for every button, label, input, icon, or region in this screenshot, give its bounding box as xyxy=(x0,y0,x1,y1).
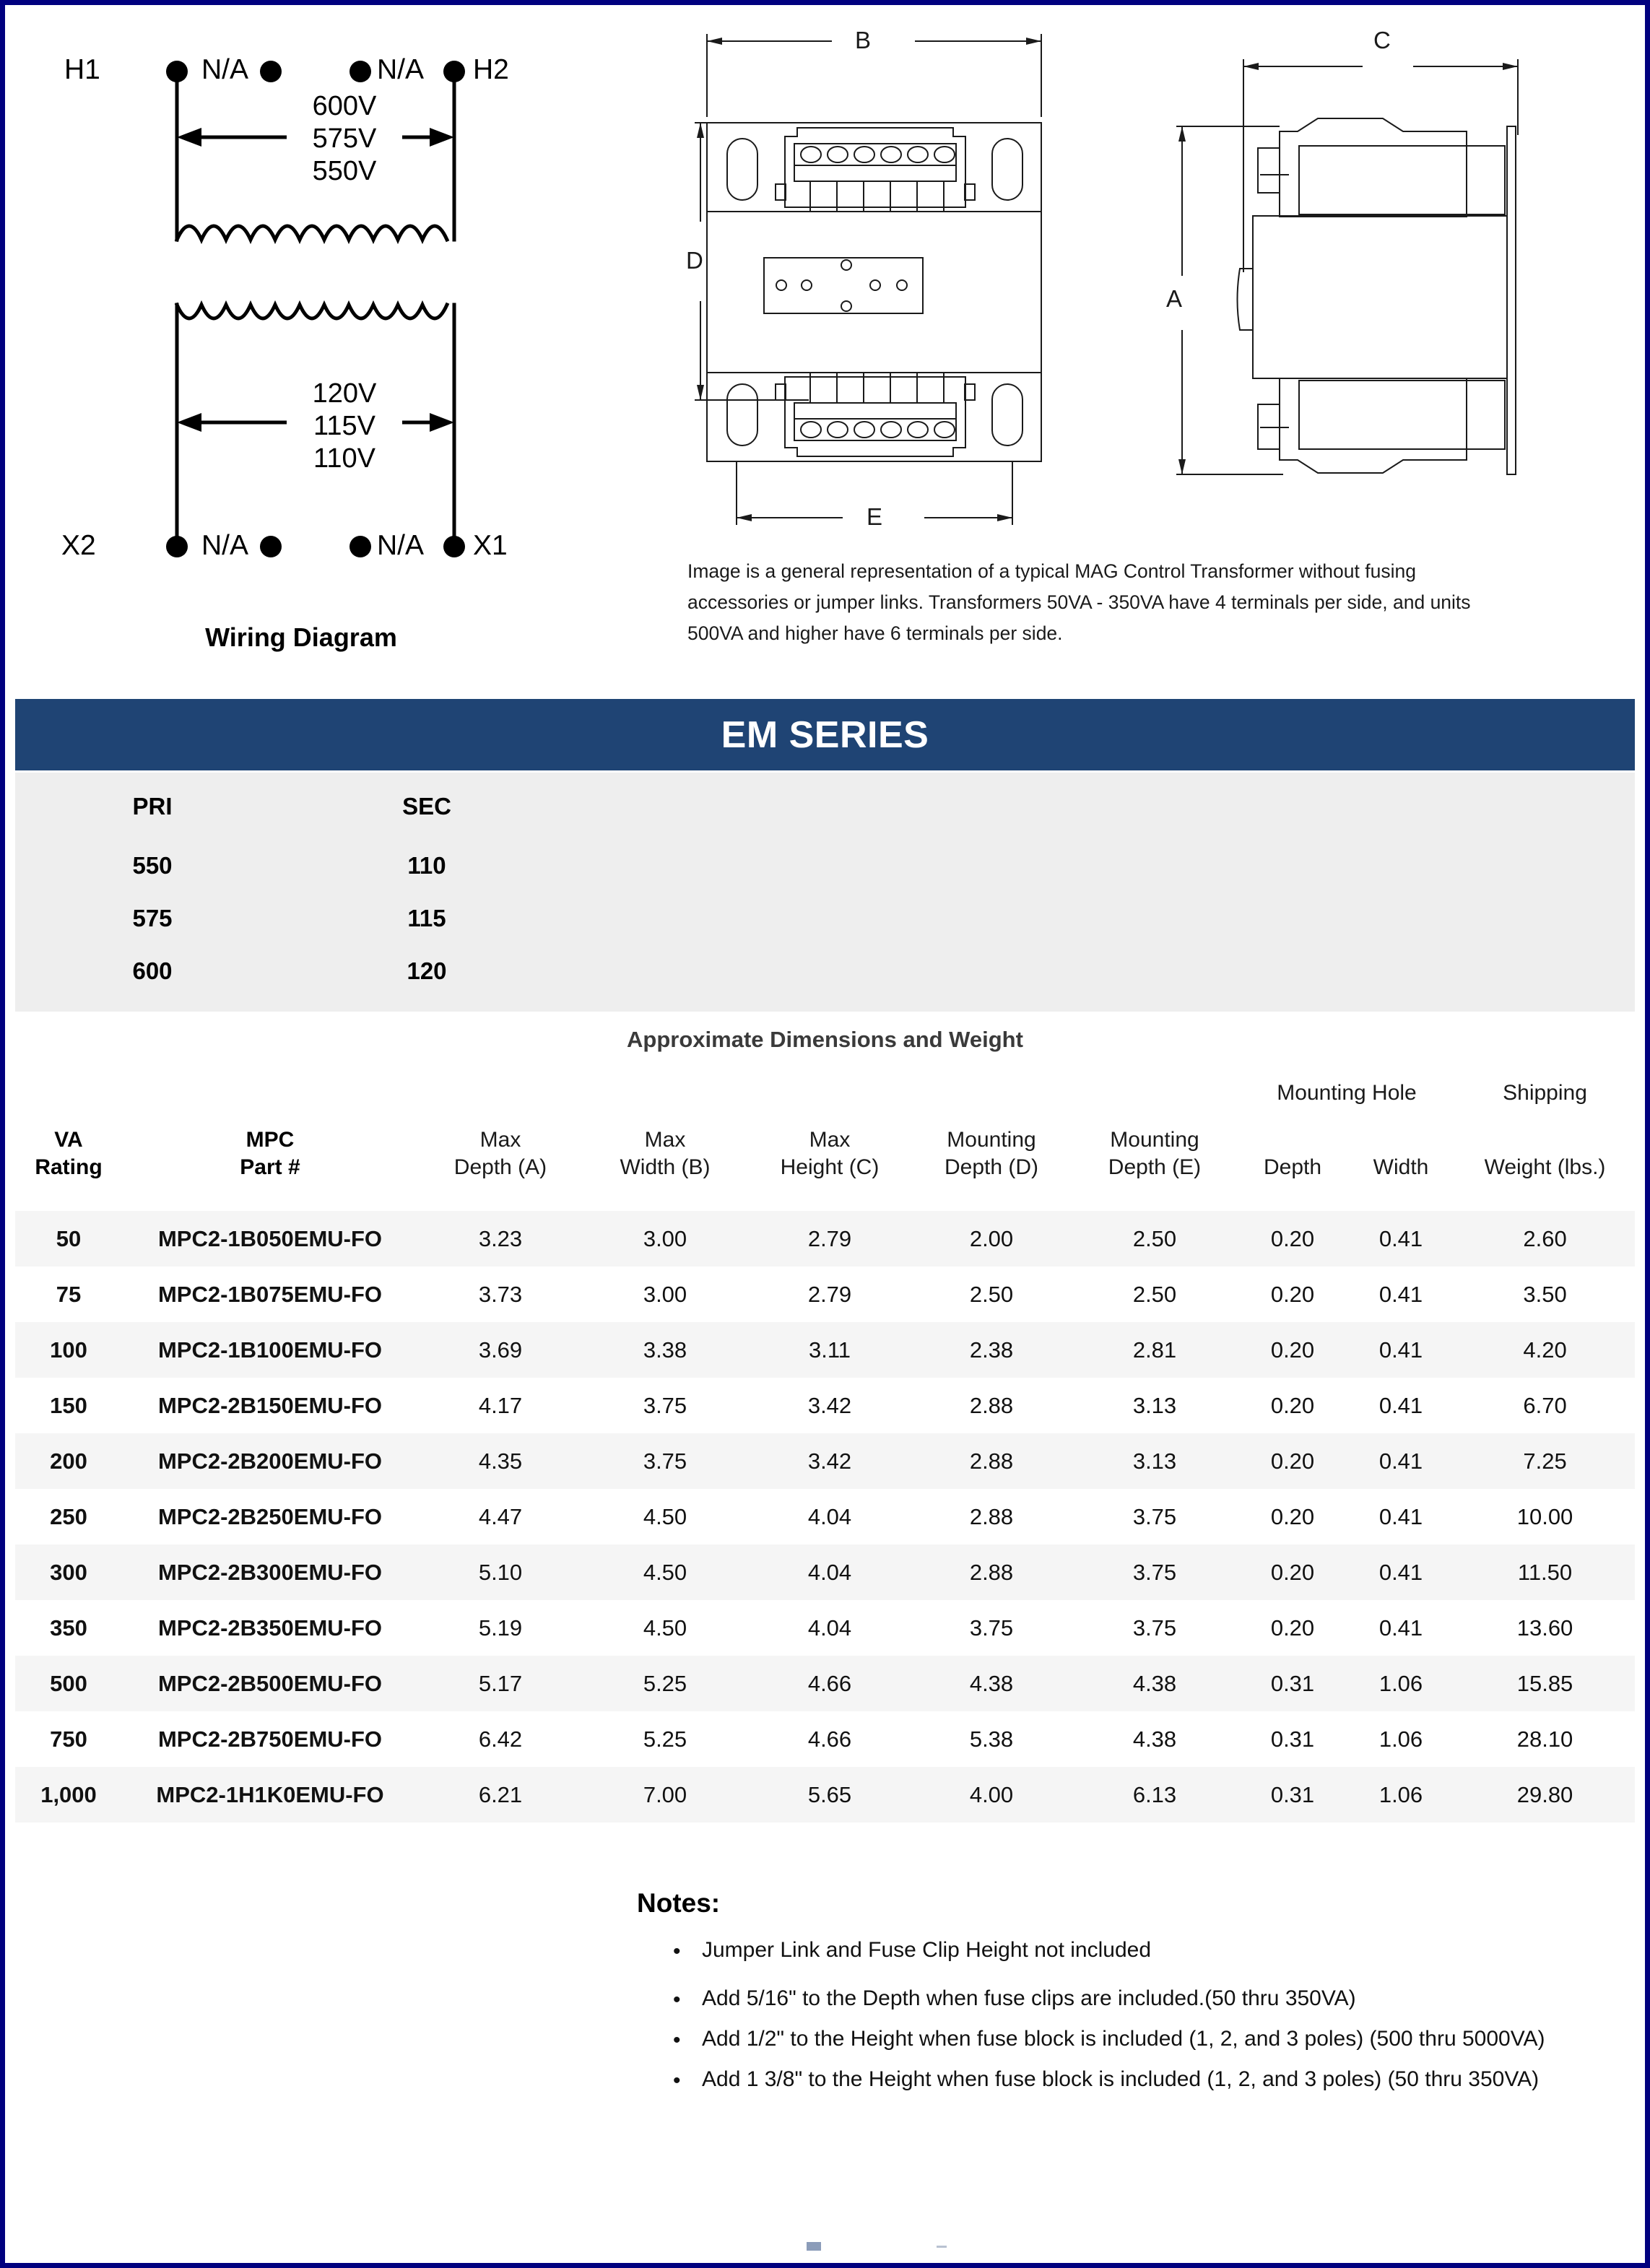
cell-va: 75 xyxy=(56,1281,82,1307)
cell-part: MPC2-2B750EMU-FO xyxy=(157,1726,383,1752)
cell-hole-width: 1.06 xyxy=(1347,1767,1455,1822)
terminal-label-top-left-na: N/A xyxy=(201,54,249,85)
transformer-side-view xyxy=(1132,19,1637,525)
cell-va: 500 xyxy=(15,1656,122,1711)
table-row xyxy=(15,1211,1635,1266)
cell-ship-weight: 13.60 xyxy=(1516,1615,1573,1641)
cell-mount-depth-d: 2.88 xyxy=(912,1544,1071,1600)
cell-max-width-b: 4.50 xyxy=(643,1615,687,1641)
wiring-diagram xyxy=(48,27,641,652)
cell-hole-depth: 0.31 xyxy=(1238,1767,1347,1822)
cell-ship-weight: 7.25 xyxy=(1455,1433,1635,1489)
dimensions-table xyxy=(15,1065,1635,1822)
dimension-label-d: D xyxy=(686,247,703,274)
notes-title: Notes: xyxy=(637,1888,721,1918)
note-text: Add 5/16" to the Depth when fuse clips are included.(50 thru 350VA) xyxy=(702,1986,1356,2010)
cell-mount-depth-d: 5.38 xyxy=(969,1726,1014,1752)
cell-part: MPC2-2B200EMU-FO xyxy=(122,1433,418,1489)
transformer-front-view xyxy=(666,19,1171,539)
cell-va: 100 xyxy=(15,1322,122,1378)
cell-max-height-c: 4.66 xyxy=(747,1656,912,1711)
cell-max-width-b: 3.00 xyxy=(583,1211,747,1266)
cell-ship-weight: 28.10 xyxy=(1516,1726,1573,1752)
cell-hole-depth: 0.20 xyxy=(1238,1211,1347,1266)
table-row xyxy=(15,1266,1635,1322)
top-illustrations-area xyxy=(5,5,1645,680)
cell-part: MPC2-1B100EMU-FO xyxy=(122,1322,418,1378)
cell-part: MPC2-2B150EMU-FO xyxy=(157,1392,383,1418)
cell-max-height-c: 4.66 xyxy=(807,1726,852,1752)
cell-max-width-b: 3.75 xyxy=(643,1392,687,1418)
primary-voltage-600: 600V xyxy=(312,91,377,121)
cell-hole-depth: 0.20 xyxy=(1270,1503,1315,1529)
column-header-max-height-c: Max Height (C) xyxy=(780,1128,880,1179)
cell-hole-width: 0.41 xyxy=(1378,1615,1423,1641)
bullet-icon: • xyxy=(673,2028,681,2052)
cell-ship-weight: 6.70 xyxy=(1523,1392,1567,1418)
cell-hole-width: 0.41 xyxy=(1347,1433,1455,1489)
cell-max-width-b: 3.38 xyxy=(583,1322,747,1378)
cell-hole-depth: 0.31 xyxy=(1270,1726,1315,1752)
cell-mount-depth-e: 4.38 xyxy=(1071,1656,1238,1711)
primary-voltage-575: 575V xyxy=(312,123,377,154)
bullet-icon: • xyxy=(673,2068,681,2093)
cell-hole-width: 1.06 xyxy=(1347,1656,1455,1711)
cell-max-width-b: 7.00 xyxy=(583,1767,747,1822)
column-header-hole-width: Width xyxy=(1373,1155,1429,1179)
cell-va: 350 xyxy=(50,1615,87,1641)
cell-mount-depth-e: 3.13 xyxy=(1071,1433,1238,1489)
column-header-max-depth-a: Max Depth (A) xyxy=(453,1128,547,1179)
note-item xyxy=(637,2065,1576,2094)
column-header-max-width-b: Max Width (B) xyxy=(620,1128,711,1179)
cell-mount-depth-d: 3.75 xyxy=(969,1615,1014,1641)
secondary-voltage-120: 120V xyxy=(312,378,377,409)
note-text: Add 1/2" to the Height when fuse block is included (1, 2, and 3 poles) (500 thru 5000VA) xyxy=(702,2026,1545,2051)
cell-mount-depth-d: 4.00 xyxy=(912,1767,1071,1822)
cell-max-depth-a: 3.73 xyxy=(478,1281,523,1307)
cell-max-depth-a: 4.47 xyxy=(478,1503,523,1529)
primary-voltage-550: 550V xyxy=(312,155,377,186)
sec-value: 110 xyxy=(407,852,446,879)
cell-part: MPC2-1B075EMU-FO xyxy=(157,1281,383,1307)
terminal-label-h1: H1 xyxy=(64,54,100,85)
sec-header: SEC xyxy=(402,793,451,820)
cell-ship-weight: 2.60 xyxy=(1455,1211,1635,1266)
front-view-svg xyxy=(666,19,1171,539)
cell-mount-depth-e: 4.38 xyxy=(1132,1726,1177,1752)
cell-mount-depth-e: 2.81 xyxy=(1071,1322,1238,1378)
column-header-va-rating: VA Rating xyxy=(35,1128,103,1179)
secondary-voltage-110: 110V xyxy=(313,443,375,474)
column-header-mpc-part: MPC Part # xyxy=(240,1128,300,1179)
cell-mount-depth-e: 3.75 xyxy=(1132,1503,1177,1529)
cell-mount-depth-d: 2.38 xyxy=(912,1322,1071,1378)
cell-mount-depth-e: 3.13 xyxy=(1132,1392,1177,1418)
bullet-icon: • xyxy=(673,1987,681,2012)
pri-value: 575 xyxy=(132,905,173,931)
pri-sec-row xyxy=(15,852,564,879)
table-row xyxy=(15,1378,1635,1433)
cell-mount-depth-e: 3.75 xyxy=(1071,1544,1238,1600)
bullet-icon: • xyxy=(673,1939,681,1963)
note-item xyxy=(637,1936,1576,1965)
cell-max-width-b: 4.50 xyxy=(583,1544,747,1600)
cell-max-depth-a: 3.23 xyxy=(418,1211,583,1266)
table-row xyxy=(15,1711,1635,1767)
page-footer-mark xyxy=(807,2242,821,2251)
terminal-label-x2: X2 xyxy=(61,530,96,561)
note-text: Add 1 3/8" to the Height when fuse block is included (1, 2, and 3 poles) (50 thru 350VA) xyxy=(702,2067,1540,2091)
cell-max-height-c: 5.65 xyxy=(747,1767,912,1822)
cell-ship-weight: 29.80 xyxy=(1455,1767,1635,1822)
cell-hole-width: 0.41 xyxy=(1378,1281,1423,1307)
dimension-label-c: C xyxy=(1373,27,1391,53)
pri-header: PRI xyxy=(132,793,173,820)
cell-max-width-b: 5.25 xyxy=(583,1656,747,1711)
cell-hole-width: 0.41 xyxy=(1347,1211,1455,1266)
cell-max-depth-a: 3.69 xyxy=(418,1322,583,1378)
cell-va: 1,000 xyxy=(15,1767,122,1822)
note-item xyxy=(637,1984,1576,2013)
group-header-shipping: Shipping xyxy=(1503,1081,1587,1105)
cell-mount-depth-d: 2.88 xyxy=(969,1503,1014,1529)
header-spacer-row xyxy=(15,1186,1635,1211)
cell-mount-depth-d: 2.00 xyxy=(912,1211,1071,1266)
cell-max-width-b: 3.75 xyxy=(583,1433,747,1489)
terminal-label-top-right-na: N/A xyxy=(377,54,425,85)
cell-mount-depth-d: 2.50 xyxy=(969,1281,1014,1307)
terminal-label-bottom-left-na: N/A xyxy=(201,530,249,561)
cell-hole-width: 0.41 xyxy=(1378,1392,1423,1418)
series-banner xyxy=(15,699,1635,770)
pri-value: 550 xyxy=(132,852,173,879)
column-header-mounting-depth-d: Mounting Depth (D) xyxy=(944,1128,1039,1179)
cell-hole-width: 0.41 xyxy=(1378,1503,1423,1529)
cell-ship-weight: 3.50 xyxy=(1523,1281,1567,1307)
cell-max-height-c: 3.42 xyxy=(807,1392,852,1418)
note-item xyxy=(637,2025,1576,2054)
cell-max-height-c: 4.04 xyxy=(807,1615,852,1641)
cell-va: 300 xyxy=(15,1544,122,1600)
series-banner-title: EM SERIES xyxy=(721,713,929,756)
cell-max-depth-a: 5.17 xyxy=(418,1656,583,1711)
column-header-ship-weight: Weight (lbs.) xyxy=(1484,1155,1606,1179)
cell-ship-weight: 4.20 xyxy=(1455,1322,1635,1378)
cell-max-depth-a: 4.35 xyxy=(418,1433,583,1489)
dimension-label-e: E xyxy=(867,503,883,530)
cell-part: MPC2-1B050EMU-FO xyxy=(122,1211,418,1266)
sec-value: 115 xyxy=(407,905,446,931)
dimension-label-a: A xyxy=(1166,285,1183,312)
cell-mount-depth-d: 4.38 xyxy=(912,1656,1071,1711)
cell-max-height-c: 4.04 xyxy=(747,1544,912,1600)
cell-max-height-c: 3.42 xyxy=(747,1433,912,1489)
cell-part: MPC2-2B350EMU-FO xyxy=(157,1615,383,1641)
dimensions-table-title: Approximate Dimensions and Weight xyxy=(627,1027,1023,1052)
cell-max-height-c: 3.11 xyxy=(747,1322,912,1378)
secondary-voltage-115: 115V xyxy=(313,410,375,441)
table-row xyxy=(15,1489,1635,1544)
cell-max-height-c: 2.79 xyxy=(747,1211,912,1266)
cell-hole-depth: 0.31 xyxy=(1238,1656,1347,1711)
wiring-diagram-caption: Wiring Diagram xyxy=(205,622,397,652)
table-row xyxy=(15,1600,1635,1656)
cell-mount-depth-e: 2.50 xyxy=(1071,1211,1238,1266)
table-row xyxy=(15,1433,1635,1489)
cell-max-width-b: 3.00 xyxy=(643,1281,687,1307)
cell-va: 750 xyxy=(50,1726,87,1752)
cell-max-width-b: 5.25 xyxy=(643,1726,687,1752)
pri-value: 600 xyxy=(132,957,173,984)
cell-hole-depth: 0.20 xyxy=(1270,1281,1315,1307)
group-header-row xyxy=(15,1065,1635,1105)
side-view-svg xyxy=(1132,19,1637,525)
cell-va: 150 xyxy=(50,1392,87,1418)
cell-mount-depth-d: 2.88 xyxy=(912,1433,1071,1489)
table-row xyxy=(15,1544,1635,1600)
cell-max-height-c: 2.79 xyxy=(807,1281,852,1307)
sec-value: 120 xyxy=(407,957,447,984)
terminal-label-bottom-right-na: N/A xyxy=(377,530,425,561)
column-header-row xyxy=(15,1105,1635,1186)
pri-sec-row xyxy=(15,905,564,932)
cell-mount-depth-d: 2.88 xyxy=(969,1392,1014,1418)
cell-hole-width: 0.41 xyxy=(1347,1322,1455,1378)
cell-mount-depth-e: 3.75 xyxy=(1132,1615,1177,1641)
cell-ship-weight: 11.50 xyxy=(1455,1544,1635,1600)
cell-ship-weight: 10.00 xyxy=(1516,1503,1573,1529)
column-header-hole-depth: Depth xyxy=(1263,1155,1322,1179)
cell-hole-depth: 0.20 xyxy=(1238,1544,1347,1600)
cell-hole-width: 0.41 xyxy=(1347,1544,1455,1600)
pri-sec-row xyxy=(15,957,564,985)
cell-part: MPC2-2B300EMU-FO xyxy=(122,1544,418,1600)
pri-sec-header-row xyxy=(15,793,564,820)
cell-max-width-b: 4.50 xyxy=(643,1503,687,1529)
representation-note: Image is a general representation of a typical MAG Control Transformer without fusing accessories or jumper links. Transformers 50VA - 350VA have 4 terminals per side, and units 500VA and higher have 6 terminals per side. xyxy=(687,560,1471,644)
cell-max-depth-a: 4.17 xyxy=(478,1392,523,1418)
group-header-mounting-hole: Mounting Hole xyxy=(1277,1081,1417,1105)
cell-mount-depth-e: 2.50 xyxy=(1132,1281,1177,1307)
cell-part: MPC2-2B250EMU-FO xyxy=(157,1503,383,1529)
dimension-label-b: B xyxy=(855,27,872,53)
cell-part: MPC2-2B500EMU-FO xyxy=(122,1656,418,1711)
table-row xyxy=(15,1767,1635,1822)
cell-va: 50 xyxy=(15,1211,122,1266)
cell-mount-depth-e: 6.13 xyxy=(1071,1767,1238,1822)
terminal-label-h2: H2 xyxy=(473,54,509,85)
cell-va: 250 xyxy=(50,1503,87,1529)
page-footer-rule xyxy=(937,2246,947,2248)
terminal-label-x1: X1 xyxy=(473,530,508,561)
cell-max-depth-a: 6.21 xyxy=(418,1767,583,1822)
cell-hole-depth: 0.20 xyxy=(1270,1392,1315,1418)
table-row xyxy=(15,1322,1635,1378)
cell-ship-weight: 15.85 xyxy=(1455,1656,1635,1711)
notes-section xyxy=(637,1888,1576,2106)
note-text: Jumper Link and Fuse Clip Height not included xyxy=(702,1938,1152,1962)
column-header-mounting-depth-e: Mounting Depth (E) xyxy=(1108,1128,1202,1179)
cell-hole-depth: 0.20 xyxy=(1238,1322,1347,1378)
cell-hole-depth: 0.20 xyxy=(1270,1615,1315,1641)
cell-max-depth-a: 5.10 xyxy=(418,1544,583,1600)
cell-max-height-c: 4.04 xyxy=(807,1503,852,1529)
cell-max-depth-a: 5.19 xyxy=(478,1615,523,1641)
cell-hole-width: 1.06 xyxy=(1378,1726,1423,1752)
pri-sec-table xyxy=(15,773,1635,1012)
cell-va: 200 xyxy=(15,1433,122,1489)
cell-part: MPC2-1H1K0EMU-FO xyxy=(122,1767,418,1822)
table-row xyxy=(15,1656,1635,1711)
cell-max-depth-a: 6.42 xyxy=(478,1726,523,1752)
cell-hole-depth: 0.20 xyxy=(1238,1433,1347,1489)
